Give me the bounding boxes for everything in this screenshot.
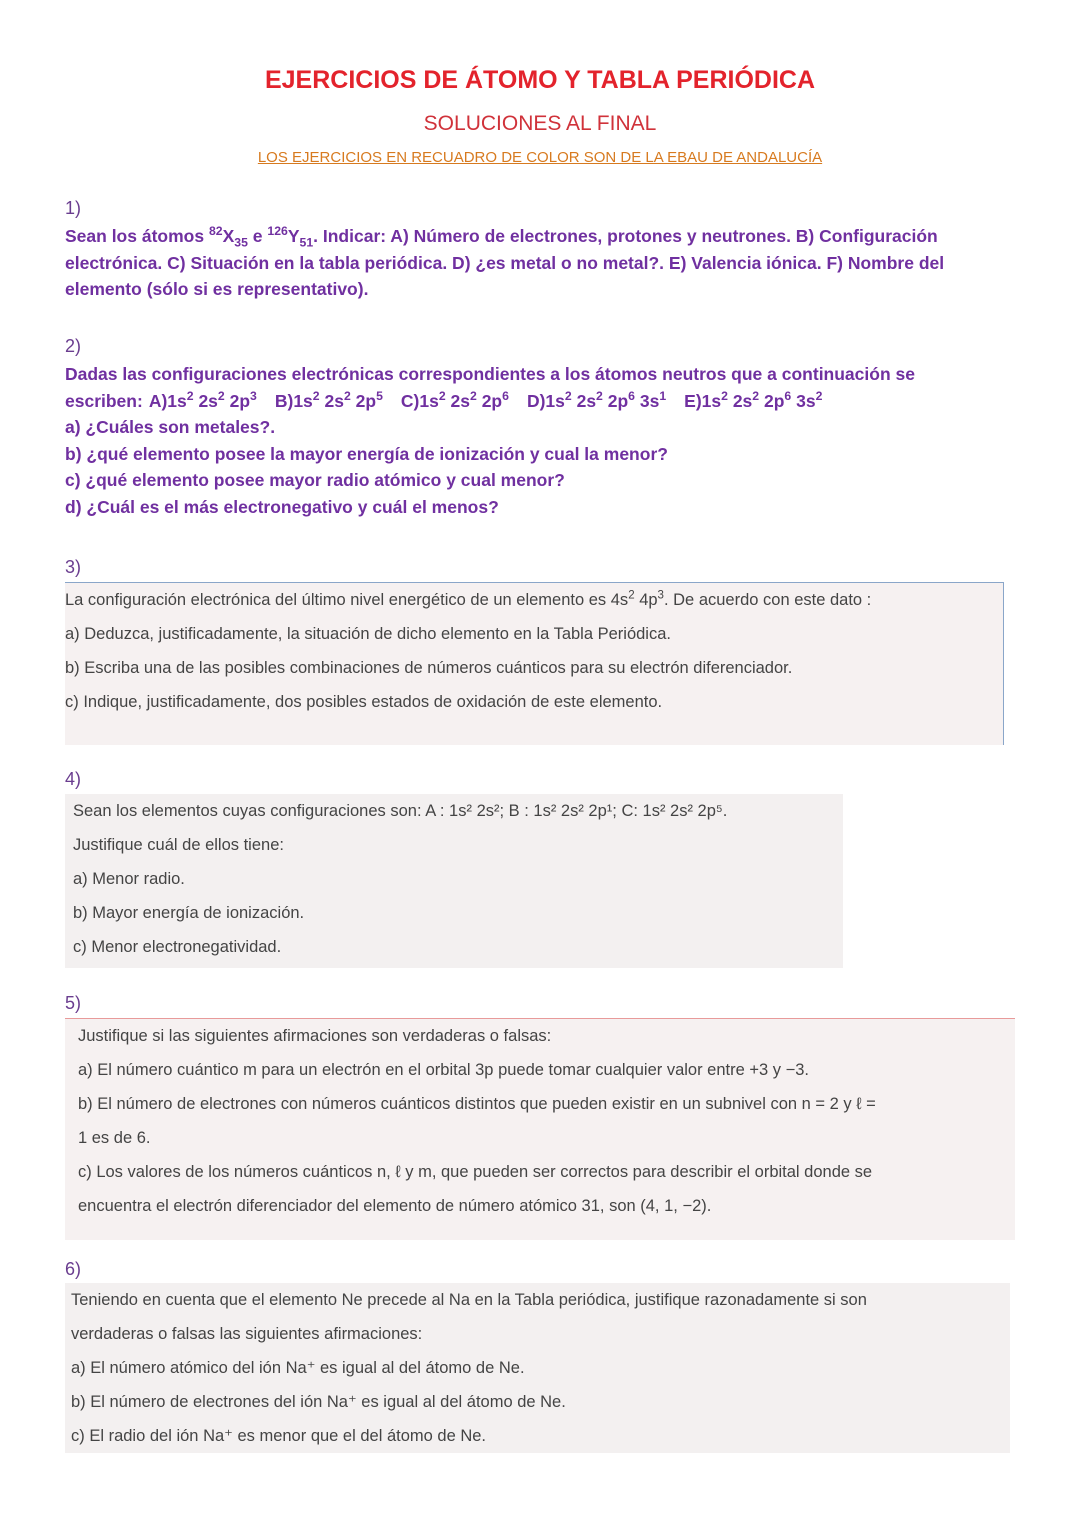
q2-orbital: 1s [701,390,722,411]
q2-orbital: 2s [445,390,470,411]
q2-item-d: d) ¿Cuál es el más electronegativo y cuál el menos? [65,496,499,517]
q2-configs [65,388,1025,415]
q2-item-b: b) ¿qué elemento posee la mayor energía de ionización y cual la menor? [65,443,668,464]
q2-config-label: A) [148,390,168,411]
exercise-3-number: 3) [65,557,82,577]
exercise-2-number: 2) [65,336,82,356]
q2-orbital-electrons: 2 [312,388,320,403]
q4-item-0: Justifique cuál de ellos tiene: [73,836,284,854]
q3-line1-c: . De acuerdo con este dato : [663,591,872,609]
q2-orbital: 2p [350,390,377,411]
q2-orbital-electrons: 2 [217,388,225,403]
exercise-2-text [65,361,1025,520]
q2-orbital-electrons: 2 [186,388,194,403]
exercise-4-number: 4) [65,769,82,789]
q2-config-c [400,388,509,411]
q2-orbital-electrons: 6 [784,388,792,403]
q2-orbital: 1s [419,390,439,411]
page-title: EJERCICIOS DE ÁTOMO Y TABLA PERIÓDICA [264,66,816,94]
q2-config-label: C) [400,390,420,411]
exercise-4-box [65,794,843,968]
q6-line-0: Teniendo en cuenta que el elemento Ne precede al Na en la Tabla periódica, justifique razonadamente si son [71,1291,867,1309]
exercise-1-number: 1) [65,198,82,218]
q1-part2: . Indicar: A) Número de electrones, protones y neutrones. B) Configuración electrónica. C) Situación en la tabla periódica. D) ¿es metal o no metal?. E) Valencia iónica. F) Nombre del elemento (sólo si es representativo). [65,226,945,299]
q5-line-4: c) Los valores de los números cuánticos n, ℓ y m, que pueden ser correctos para describir el orbital donde se [78,1163,873,1181]
q2-config-label: E) [684,390,702,411]
q2-orbital: 2s [571,390,597,411]
q2-config-label: D) [526,390,546,411]
q2-orbital: 2s [319,390,344,411]
q5-line-3: 1 es de 6. [78,1129,151,1147]
q2-orbital-electrons: 1 [659,388,667,403]
q1-x-symbol: X [222,226,235,246]
q5-line-2: b) El número de electrones con números cuánticos distintos que pueden existir en un subnivel con n = 2 y ℓ = [78,1095,876,1113]
q2-orbital-electrons: 5 [376,388,383,403]
q4-item-b: b) Mayor energía de ionización. [73,904,305,922]
q2-orbital-electrons: 2 [343,388,351,403]
q3-item-a: a) Deduzca, justificadamente, la situación de dicho elemento en la Tabla Periódica. [65,625,671,643]
q2-orbital: 2p [602,390,629,411]
exercise-3-box [65,582,1004,745]
q1-y-mass: 126 [267,224,288,239]
q2-orbital-electrons: 6 [628,388,635,403]
q1-x-z: 35 [234,235,248,250]
q1-y-symbol: Y [287,226,300,246]
q2-orbital-electrons: 2 [596,388,603,403]
q2-orbital-electrons: 2 [470,388,477,403]
q2-escriben: escriben: [65,390,143,411]
exercise-6-box [65,1283,1010,1453]
q2-orbital-electrons: 2 [752,388,760,403]
q2-orbital-electrons: 2 [815,388,823,403]
q2-config-d [526,388,667,411]
q1-part1: Sean los átomos [65,226,209,246]
q4-line1: Sean los elementos cuyas configuraciones son: A : 1s² 2s²; B : 1s² 2s² 2p¹; C: 1s² 2s² 2p⁵. [73,802,728,820]
q2-item-c: c) ¿qué elemento posee mayor radio atómico y cual menor? [65,470,565,490]
q2-orbital: 2p [759,390,785,411]
q2-orbital: 2s [727,390,753,411]
q2-orbital-electrons: 2 [721,388,728,403]
q6-line-2: a) El número atómico del ión Na⁺ es igual al del átomo de Ne. [71,1359,525,1377]
q4-item-c: c) Menor electronegatividad. [73,938,282,956]
q2-orbital-electrons: 2 [438,388,446,403]
q2-orbital-electrons: 6 [502,388,509,403]
q3-sup2: 3 [657,589,664,602]
q5-line-5: encuentra el electrón diferenciador del elemento de número atómico 31, son (4, 1, −2). [78,1197,712,1215]
q6-line-3: b) El número de electrones del ión Na⁺ es igual al del átomo de Ne. [71,1393,566,1411]
q5-line-1: a) El número cuántico m para un electrón en el orbital 3p puede tomar cualquier valor entre +3 y −3. [78,1061,810,1079]
q2-config-label: B) [274,390,294,411]
q2-orbital: 3s [635,390,660,411]
q2-orbital: 2p [476,390,503,411]
q2-orbital: 1s [167,390,187,411]
q2-orbital: 3s [791,390,816,411]
q3-sup1: 2 [628,589,635,602]
q2-config-e [684,388,823,411]
q2-orbital: 1s [545,390,565,411]
q2-config-b [274,388,383,411]
q2-item-a: a) ¿Cuáles son metales?. [65,417,276,437]
q1-x-mass: 82 [208,224,223,239]
q2-config-a [148,388,257,411]
q2-orbital: 2s [193,390,218,411]
q2-orbital-electrons: 2 [564,388,572,403]
q3-line1 [65,583,1003,617]
exercise-5-box [65,1018,1015,1240]
q3-item-b: b) Escriba una de las posibles combinaciones de números cuánticos para su electrón diferenciador. [65,659,793,677]
source-note: LOS EJERCICIOS EN RECUADRO DE COLOR SON DE LA EBAU DE ANDALUCÍA [257,149,823,166]
q5-line-0: Justifique si las siguientes afirmaciones son verdaderas o falsas: [78,1027,552,1045]
q2-orbital: 2p [224,390,251,411]
q4-item-a: a) Menor radio. [73,870,185,888]
q6-line-1: verdaderas o falsas las siguientes afirmaciones: [71,1325,423,1343]
q2-intro: Dadas las configuraciones electrónicas correspondientes a los átomos neutros que a continuación se [65,364,915,384]
exercise-1-text [65,223,1025,303]
q6-line-4: c) El radio del ión Na⁺ es menor que el del átomo de Ne. [71,1427,487,1445]
q3-line1-a: La configuración electrónica del último nivel energético de un elemento es 4s [65,591,629,609]
q2-orbital: 1s [293,390,313,411]
exercise-5-number: 5) [65,993,82,1013]
exercise-6-number: 6) [65,1259,82,1279]
q2-orbital-electrons: 3 [250,388,257,403]
page-subtitle: SOLUCIONES AL FINAL [423,112,657,135]
q3-line1-b: 4p [634,591,658,609]
q1-y-z: 51 [299,235,314,250]
q1-conj: e [247,226,268,246]
q3-item-c: c) Indique, justificadamente, dos posibles estados de oxidación de este elemento. [65,693,663,711]
